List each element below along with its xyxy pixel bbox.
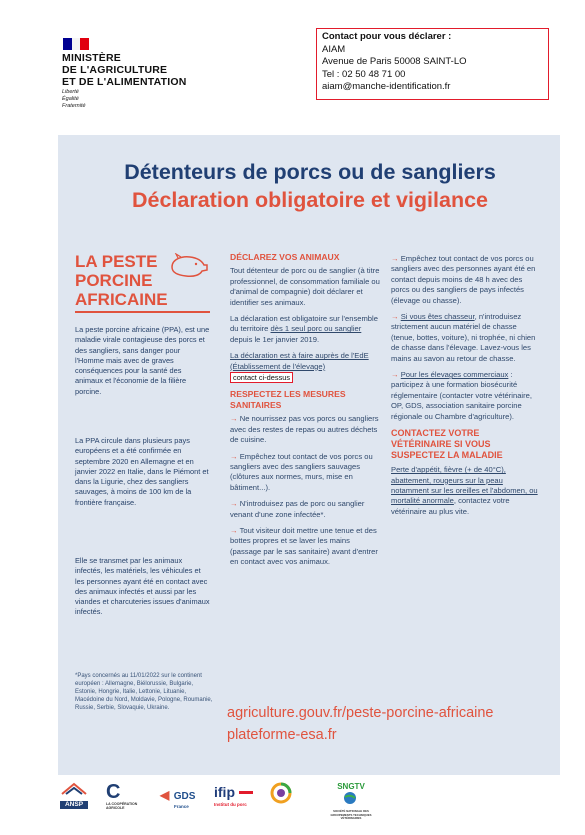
declare-p2-text: depuis le 1er janvier 2019. [230, 334, 320, 344]
contact-address: Avenue de Paris 50008 SAINT-LO [322, 56, 467, 67]
ministry-name [62, 52, 187, 88]
gds-arrow-icon: ◀ [160, 788, 170, 802]
declare-heading: DÉCLAREZ VOS ANIMAUX [230, 252, 340, 262]
arrow-icon: → [230, 499, 238, 509]
poster-title: Détenteurs de porcs ou de sangliers [124, 160, 496, 184]
poster-subtitle: Déclaration obligatoire et vigilance [131, 188, 489, 212]
declare-p2 [230, 314, 380, 345]
anses-label: ANSP [60, 801, 88, 809]
right-bullet-underlined: Pour les élevages commerciaux [400, 370, 509, 380]
vet-heading: CONTACTEZ VOTRE VÉTÉRINAIRE SI VOUS SUSPECTEZ LA MALADIE [391, 428, 503, 461]
intro-paragraph: Elle se transmet par les animaux infectés, les matériels, les véhicules et les personnes ayant été en contact avec des animaux infectés et aussi par les viandes et charcuteries issues d'animaux infectés. [75, 556, 210, 617]
gds-logo [160, 786, 200, 809]
measures-bullet-text: Empêchez tout contact de vos porcs ou sangliers avec des sangliers sauvages (clôtures aux normes, murs, mise en bâtiment...). [230, 451, 373, 492]
measures-bullet [230, 526, 380, 568]
arrow-icon: → [230, 525, 238, 535]
sngtv-label: SNGTV [337, 782, 365, 791]
right-column [391, 254, 541, 523]
url-agriculture[interactable]: agriculture.gouv.fr/peste-porcine-africaine [227, 705, 494, 721]
declare-p1: Tout détenteur de porc ou de sanglier (à titre professionnel, de consommation familiale ou d'animal de compagnie) doit déclarer et identifier ses animaux. [230, 266, 380, 307]
partner-logos [58, 781, 558, 820]
ifip-bar-icon [239, 791, 253, 794]
arrow-icon: → [230, 451, 238, 461]
disease-title-line: AFRICAINE [75, 290, 168, 309]
motto-line: Égalité [62, 96, 79, 102]
measures-heading: RESPECTEZ LES MESURES SANITAIRES [230, 389, 346, 410]
disease-title-line: PORCINE [75, 271, 153, 290]
colorful-circle-logo [270, 782, 292, 804]
cooperation-c-icon: C [106, 781, 121, 803]
republique-flag [63, 38, 89, 50]
measures-bullet [230, 499, 380, 520]
vet-tail: , contactez votre vétérinaire au plus vite. [391, 496, 510, 516]
ifip-label: ifip [214, 784, 235, 800]
ministry-line: ET DE L'ALIMENTATION [62, 76, 187, 88]
right-bullet-text: : participez à une formation biosécurité réglementaire (contacter votre vétérinaire, OP, GDS, association sanitaire porcine régionale ou Chambre d'agriculture). [391, 370, 532, 421]
contact-tel: Tel : 02 50 48 71 00 [322, 68, 406, 80]
measures-bullet-text: Ne nourrissez pas vos porcs ou sangliers avec des restes de repas ou autres déchets de cuisine. [230, 414, 379, 445]
measures-bullet [230, 452, 380, 494]
ministry-line: DE L'AGRICULTURE [62, 64, 168, 76]
arrow-icon: → [391, 370, 399, 380]
vet-paragraph [391, 465, 541, 517]
arrow-icon: → [391, 312, 399, 322]
disease-title-line: LA PESTE [75, 252, 158, 271]
declare-p3-underlined: La déclaration est à faire auprès de l'EdE (Établissement de l'élevage) [230, 351, 369, 371]
gds-sub: France [174, 804, 189, 809]
declare-p2-underlined: dès 1 seul porc ou sanglier [270, 324, 362, 334]
right-bullet-underlined: Si vous êtes chasseur [400, 312, 475, 322]
motto-line: Liberté [62, 89, 79, 95]
republic-motto [62, 89, 86, 110]
cooperation-label: LA COOPÉRATION AGRICOLE [106, 802, 138, 810]
gds-label: GDS [173, 791, 196, 802]
contact-email[interactable]: aiam@manche-identification.fr [322, 81, 451, 92]
intro-paragraph: La PPA circule dans plusieurs pays européens et a été confirmée en septembre 2020 en Allemagne et en janvier 2022 en Italie, dans le Piémont et dans la Ligurie, chez des sangliers sauvages, à moins de 100 km de la frontière française. [75, 436, 209, 507]
arrow-icon: → [230, 414, 238, 424]
contact-title: Contact pour vous déclarer : [322, 31, 452, 42]
url-plateforme-esa[interactable]: plateforme-esa.fr [227, 727, 337, 743]
right-bullet [391, 312, 541, 364]
vet-symptoms: Perte d'appétit, fièvre (+ de 40°C), abattement, rougeurs sur la peau notamment sur les oreilles et l'abdomen, ou mortalité anormale [391, 465, 538, 506]
contact-stamp: contact ci-dessus [230, 372, 293, 383]
right-bullet [391, 370, 541, 422]
arrow-icon: → [391, 254, 399, 263]
disease-title [75, 252, 168, 309]
sngtv-logo [326, 782, 376, 821]
motto-line: Fraternité [62, 103, 86, 109]
middle-column [230, 252, 380, 574]
right-bullet [391, 254, 541, 306]
ministry-line: MINISTÈRE [62, 52, 121, 64]
right-bullet-text: , n'introduisez strictement aucun matériel de chasse (tenue, bottes, voiture), ni trophée, ni chien de chasse dans l'élevage. Lavez-vous les mains au savon au retour de chasse. [391, 312, 536, 363]
anses-logo [60, 782, 88, 808]
measures-bullet-text: N'introduisez pas de porc ou sanglier venant d'une zone infectée*. [230, 499, 365, 519]
right-bullet-text: Empêchez tout contact de vos porcs ou sangliers avec des personnes ayant été en contact depuis moins de 48 h avec des porcs ou des sangliers de pays infectés (élevage ou chasse). [391, 254, 536, 305]
footnote: *Pays concernés au 11/01/2022 sur le continent européen : Allemagne, Biélorussie, Bulgarie, Estonie, Hongrie, Italie, Lettonie, Lituanie, Macédoine du Nord, Moldavie, Pologne, Roumanie, Russie, Serbie, Slovaquie, Ukraine. [75, 673, 213, 711]
contact-org: AIAM [322, 43, 346, 55]
ifip-logo [214, 784, 259, 807]
disease-title-underline [75, 311, 210, 313]
intro-paragraph: La peste porcine africaine (PPA), est une maladie virale contagieuse des porcs et des sangliers, sans danger pour l'Homme mais avec de graves conséquences pour la santé des animaux et l'économie de la filière porcine. [75, 325, 210, 396]
declare-p3 [230, 351, 380, 383]
pig-icon [168, 253, 208, 279]
measures-bullet [230, 414, 380, 445]
declare-p2-text: La déclaration est obligatoire sur l'ensemble du territoire [230, 314, 378, 334]
sngtv-sub: SOCIÉTÉ NATIONALE DES GROUPEMENTS TECHNIQUES VÉTÉRINAIRES [330, 809, 372, 820]
cooperation-logo [106, 782, 156, 810]
globe-icon [340, 791, 360, 805]
ifip-sub: Institut du porc [214, 802, 247, 807]
measures-bullet-text: Tout visiteur doit mettre une tenue et des bottes propres et se laver les mains (passage par le sas sanitaire) avant d'entrer en contact avec vos animaux. [230, 525, 378, 567]
contact-box [316, 28, 549, 100]
